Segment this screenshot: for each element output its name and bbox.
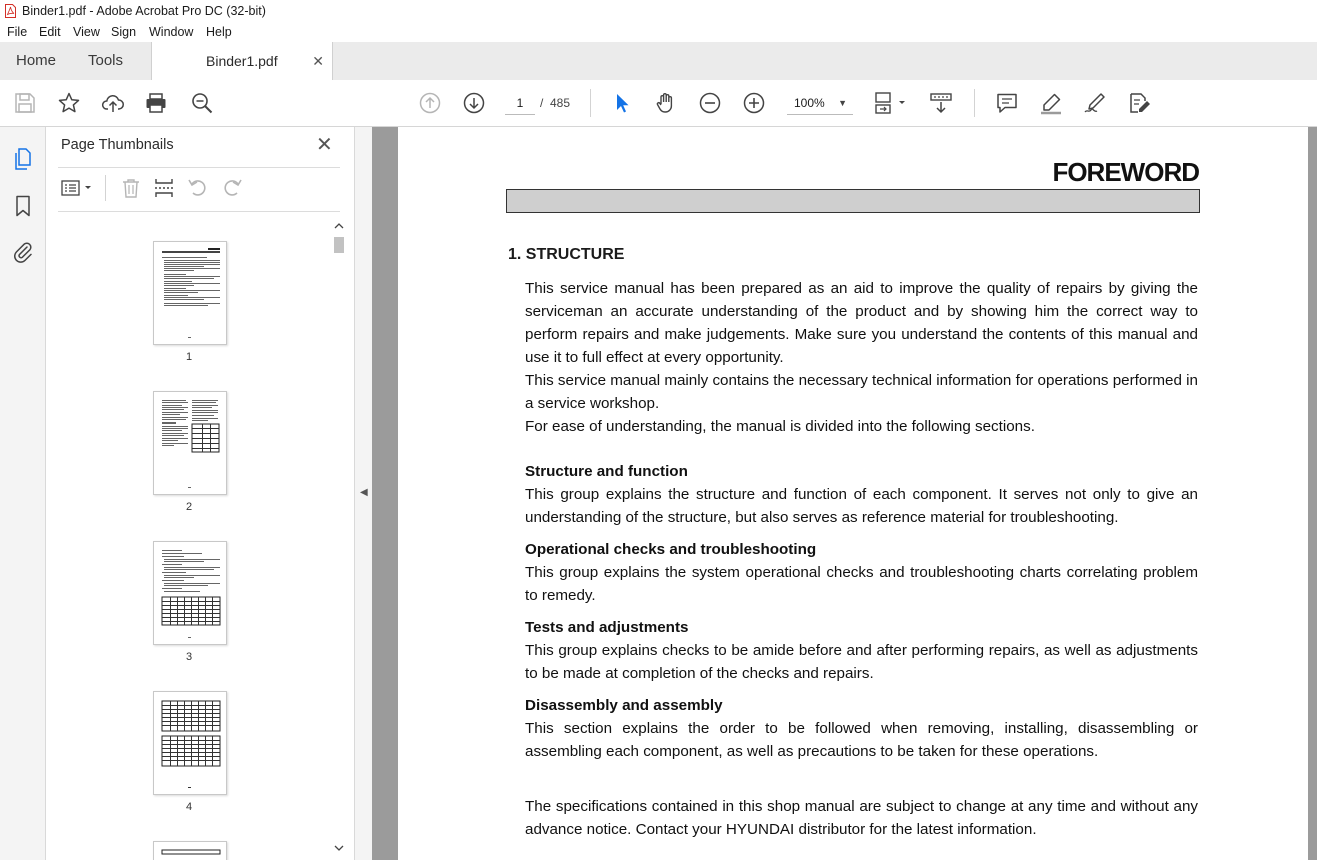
delete-pages-trash-icon[interactable] <box>120 177 142 199</box>
zoom-out-icon[interactable] <box>698 91 722 115</box>
zoom-level-dropdown[interactable] <box>787 92 853 115</box>
thumbnail-list <box>46 217 332 860</box>
window-title: Binder1.pdf - Adobe Acrobat Pro DC (32-bit) <box>22 4 266 18</box>
acrobat-pdf-icon <box>5 4 16 18</box>
tab-document[interactable] <box>151 42 333 81</box>
window-title-bar <box>0 0 1317 22</box>
group-text: This group explains the structure and function of each component. It serves not only to give an understanding of the structure, but also serves as reference material for troubleshooting. <box>525 486 1198 526</box>
page-thumbnail[interactable] <box>153 841 227 860</box>
menu-file[interactable]: File <box>7 25 28 39</box>
find-zoom-icon[interactable] <box>190 91 214 115</box>
bookmark-star-icon[interactable] <box>57 91 81 115</box>
group-heading: Structure and function <box>525 463 688 480</box>
thumbnail-options-icon[interactable] <box>60 177 96 199</box>
panel-divider <box>58 211 340 212</box>
thumbnail-page-number: 3 <box>185 651 193 663</box>
menu-bar <box>0 22 1317 42</box>
upload-cloud-icon[interactable] <box>101 91 125 115</box>
panel-divider <box>58 167 340 168</box>
menu-edit[interactable]: Edit <box>39 25 61 39</box>
close-panel-icon[interactable]: ✕ <box>316 134 333 156</box>
highlight-pen-icon[interactable] <box>1039 91 1063 115</box>
menu-window[interactable]: Window <box>149 25 194 39</box>
page-number-input[interactable]: 1 <box>505 92 535 115</box>
group-text: This section explains the order to be followed when removing, installing, disassembling or assembling each component, as well as precautions to be taken for these operations. <box>525 720 1198 760</box>
panel-title: Page Thumbnails <box>61 137 174 153</box>
save-icon[interactable] <box>13 91 37 115</box>
tab-home[interactable]: Home <box>16 52 57 69</box>
rotate-right-icon[interactable] <box>221 177 243 199</box>
page-thumbnails-panel <box>46 127 354 860</box>
group-text: This group explains the system operational checks and troubleshooting charts correlating problem to remedy. <box>525 564 1198 604</box>
pdf-page <box>398 127 1308 860</box>
thumbnail-page-number: 2 <box>185 501 193 513</box>
tab-tools[interactable]: Tools <box>88 52 124 69</box>
next-page-icon[interactable] <box>462 91 486 115</box>
group-heading: Operational checks and troubleshooting <box>525 541 817 558</box>
zoom-level-value: 100% <box>794 96 825 110</box>
print-icon[interactable] <box>144 91 168 115</box>
page-thumbnail[interactable] <box>153 241 227 345</box>
scroll-up-icon[interactable] <box>334 221 344 231</box>
select-cursor-icon[interactable] <box>610 91 634 115</box>
edit-pdf-icon[interactable] <box>1127 91 1151 115</box>
title-rule-bar <box>506 189 1200 213</box>
tab-bar <box>0 42 1317 81</box>
group-heading: Tests and adjustments <box>525 619 689 636</box>
document-view[interactable] <box>372 127 1317 860</box>
close-tab-icon[interactable]: ✕ <box>312 53 324 69</box>
scrollbar-thumb[interactable] <box>334 237 344 253</box>
page-fit-icon[interactable] <box>872 91 910 115</box>
page-thumbnails-icon[interactable] <box>11 147 35 171</box>
menu-sign[interactable]: Sign <box>111 25 137 39</box>
toolbar-divider <box>590 89 591 117</box>
page-total: 485 <box>550 96 571 110</box>
group-text: This group explains checks to be amide before and after performing repairs, as well as adjustments to be made at completion of the checks and repairs. <box>525 642 1198 682</box>
previous-page-icon[interactable] <box>418 91 442 115</box>
page-thumbnail[interactable] <box>153 391 227 495</box>
chevron-down-icon: ▼ <box>838 98 847 108</box>
intro-paragraph: This service manual mainly contains the necessary technical information for operations performed in a service workshop. <box>525 372 1198 412</box>
collapse-arrow-icon[interactable]: ◀ <box>360 487 368 498</box>
comment-icon[interactable] <box>995 91 1019 115</box>
page-thumbnail[interactable] <box>153 691 227 795</box>
main-toolbar <box>0 80 1317 127</box>
thumbnail-scrollbar[interactable] <box>332 219 346 859</box>
bookmarks-icon[interactable] <box>11 194 35 218</box>
scrolling-mode-icon[interactable] <box>929 91 953 115</box>
thumbnail-page-number: 4 <box>185 801 193 813</box>
hand-tool-icon[interactable] <box>654 91 678 115</box>
navigation-rail <box>0 127 46 860</box>
menu-view[interactable]: View <box>73 25 100 39</box>
closing-paragraph: The specifications contained in this shop manual are subject to change at any time and without any advance notice. Contact your HYUNDAI distributor for the latest information. <box>525 798 1198 838</box>
scroll-down-icon[interactable] <box>334 843 344 853</box>
page-separator: / <box>540 96 544 110</box>
thumbnail-page-number: 1 <box>185 351 193 363</box>
panel-toolbar-divider <box>105 175 106 201</box>
document-title: FOREWORD <box>1052 157 1199 187</box>
attachments-paperclip-icon[interactable] <box>11 240 35 264</box>
rotate-left-icon[interactable] <box>187 177 209 199</box>
menu-help[interactable]: Help <box>206 25 232 39</box>
sign-pen-icon[interactable] <box>1083 91 1107 115</box>
toolbar-divider <box>974 89 975 117</box>
group-heading: Disassembly and assembly <box>525 697 723 714</box>
panel-collapse-handle[interactable] <box>354 127 373 860</box>
intro-paragraph: This service manual has been prepared as an aid to improve the quality of repairs by giving the serviceman an accurate understanding of the product and by showing him the correct way to perform repairs and make judgements. Make sure you understand the contents of this manual and use it to full effect at every opportunity. <box>525 280 1198 366</box>
intro-paragraph: For ease of understanding, the manual is divided into the following sections. <box>525 418 1035 435</box>
tab-document-label: Binder1.pdf <box>206 53 278 69</box>
page-thumbnail[interactable] <box>153 541 227 645</box>
insert-pages-icon[interactable] <box>153 177 175 199</box>
zoom-in-icon[interactable] <box>742 91 766 115</box>
section-heading: 1. STRUCTURE <box>508 246 625 263</box>
